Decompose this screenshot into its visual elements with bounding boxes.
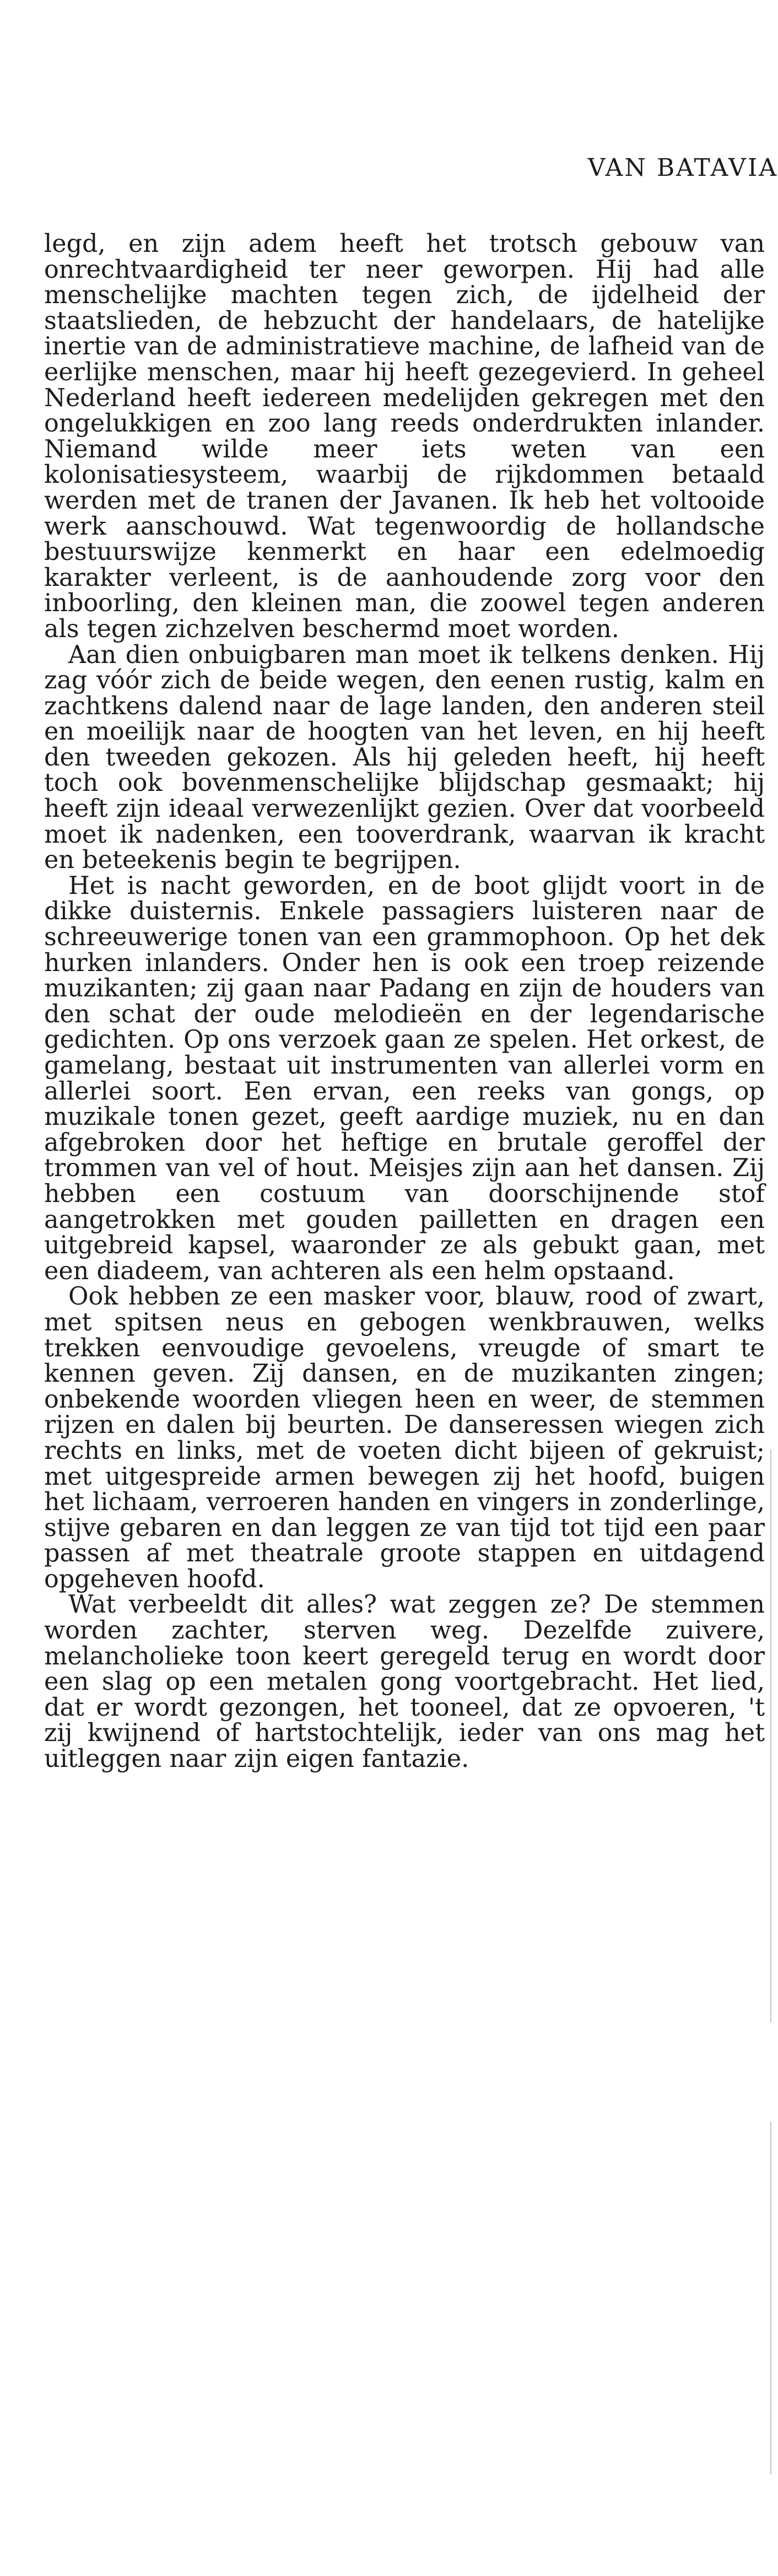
scan-edge-mark [770,2122,771,2475]
paragraph-5: Wat verbeeldt dit alles? wat zeggen ze? De stemmen worden zachter, sterven weg. Dezelfde zuivere, melancholieke toon keert geregeld terug en wordt door een slag op een metalen gong voortgebracht. Het lied, dat er wordt gezongen, het tooneel, dat ze opvoeren, 't zij kwijnend of hartstochtelijk, ieder van ons mag het uitleggen naar zijn eigen fantazie. [44,1591,765,1774]
scan-edge-mark [770,1449,771,2023]
paragraph-3: Het is nacht geworden, en de boot glijdt voort in de dikke duisternis. Enkele passagiers luisteren naar de schreeuwerige tonen van een grammophoon. Op het dek hurken inlanders. Onder hen is ook een troep reizende muzikanten; zij gaan naar Padang en zijn de houders van den schat der oude melodieën en der legendarische gedichten. Op ons verzoek gaan ze spelen. Het orkest, de gamelang, bestaat uit instrumenten van allerlei vorm en allerlei soort. Een ervan, een reeks van gongs, op muzikale tonen gezet, geeft aardige muziek, nu en dan afgebroken door het heftige en brutale geroffel der trommen van vel of hout. Meisjes zijn aan het dansen. Zij hebben een costuum van doorschijnende stof aangetrokken met gouden pailletten en dragen een uitgebreid kapsel, waaronder ze als gebukt gaan, met een diadeem, van achteren als een helm opstaand. [44,871,765,1285]
paragraph-1: legd, en zijn adem heeft het trotsch gebouw van onrechtvaardigheid ter neer geworpen. Hij had alle menschelijke machten tegen zich, de ijdelheid der staatslieden, de hebzucht der handelaars, de hatelijke inertie van de administratieve machine, de lafheid van de eerlijke menschen, maar hij heeft gezegevierd. In geheel Nederland heeft iedereen medelijden gekregen met den ongelukkigen en zoo lang reeds onderdrukten inlander. Niemand wilde meer iets weten van een kolonisatiesysteem, waarbij de rijkdommen betaald werden met de tranen der Javanen. Ik heb het voltooide werk aanschouwd. Wat tegenwoordig de hollandsche bestuurswijze kenmerkt en haar een edelmoedig karakter verleent, is de aanhoudende zorg voor den inboorling, den kleinen man, die zoowel tegen anderen als tegen zichzelven beschermd moet worden. [44,230,765,643]
body-text [44,231,765,1772]
paragraph-4: Ook hebben ze een masker voor, blauw, rood of zwart, met spitsen neus en gebogen wenkbrauwen, welks trekken eenvoudige gevoelens, vreugde of smart te kennen geven. Zij dansen, en de muzikanten zingen; onbekende woorden vliegen heen en weer, de stemmen rijzen en dalen bij beurten. De danseressen wiegen zich rechts en links, met de voeten dicht bijeen of gekruist; met uitgespreide armen bewegen zij het hoofd, buigen het lichaam, verroeren handen en vingers in zonderlinge, stijve gebaren en dan leggen ze van tijd tot tijd een paar passen af met theatrale groote stappen en uitdagend opgeheven hoofd. [44,1282,765,1593]
running-head: VAN BATAVIA [587,154,778,182]
paragraph-2: Aan dien onbuigbaren man moet ik telkens denken. Hij zag vóór zich de beide wegen, den eenen rustig, kalm en zachtkens dalend naar de lage landen, den anderen steil en moeilijk naar de hoogten van het leven, en hij heeft den tweeden gekozen. Als hij geleden heeft, hij heeft toch ook bovenmenschelijke blijdschap gesmaakt; hij heeft zijn ideaal verwezenlijkt gezien. Over dat voorbeeld moet ik nadenken, een tooverdrank, waarvan ik kracht en beteekenis begin te begrijpen. [44,640,765,875]
